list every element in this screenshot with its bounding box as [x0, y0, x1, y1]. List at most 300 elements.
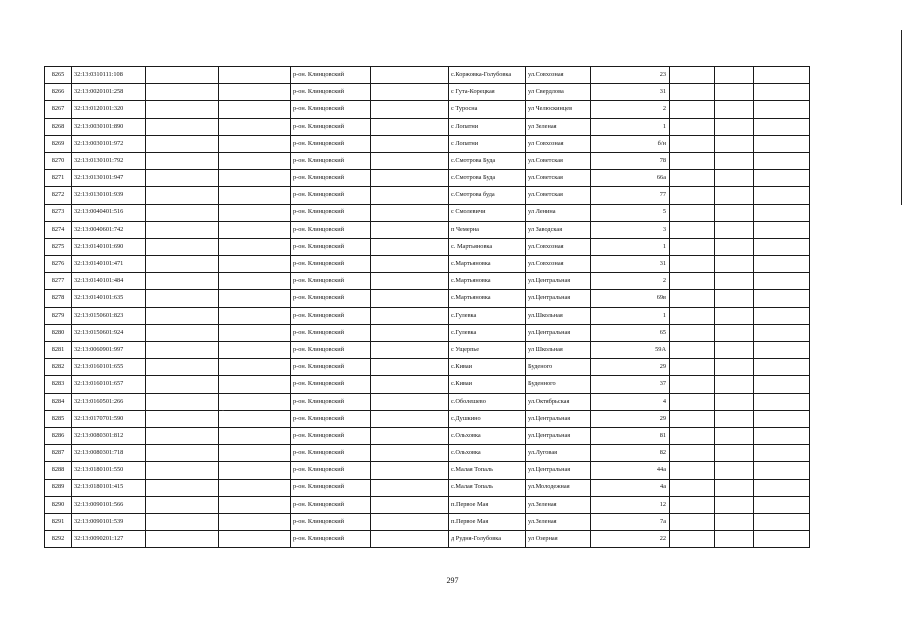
cell-empty: [146, 531, 219, 548]
cell-empty: [146, 513, 219, 530]
cell-street: ул.Октябрьская: [526, 393, 591, 410]
cell-empty: [146, 101, 219, 118]
cell-empty: [670, 479, 715, 496]
cell-empty: [371, 496, 449, 513]
cell-empty: [754, 221, 810, 238]
cell-empty: [715, 118, 754, 135]
cell-street: ул.Зеленая: [526, 513, 591, 530]
cell-row-number: 8284: [45, 393, 72, 410]
cell-empty: [146, 204, 219, 221]
cell-empty: [715, 324, 754, 341]
cell-street: ул.Центральная: [526, 410, 591, 427]
cell-cadastral-number: 32:13:0030101:972: [72, 135, 146, 152]
cell-empty: [371, 101, 449, 118]
cell-empty: [219, 479, 291, 496]
cell-empty: [146, 496, 219, 513]
cell-district: р-он. Клинцовский: [291, 204, 371, 221]
cell-empty: [715, 170, 754, 187]
cell-empty: [715, 462, 754, 479]
cell-cadastral-number: 32:13:0180101:550: [72, 462, 146, 479]
cell-empty: [754, 152, 810, 169]
cell-house-number: 4а: [591, 479, 670, 496]
cell-empty: [219, 204, 291, 221]
cell-empty: [670, 359, 715, 376]
cell-house-number: 1: [591, 238, 670, 255]
cell-empty: [219, 67, 291, 84]
cell-empty: [219, 118, 291, 135]
cell-cadastral-number: 32:13:0170701:590: [72, 410, 146, 427]
cell-settlement: с.Мартьяновка: [449, 273, 526, 290]
cell-empty: [146, 479, 219, 496]
cell-empty: [754, 307, 810, 324]
cell-empty: [371, 376, 449, 393]
cell-district: р-он. Клинцовский: [291, 152, 371, 169]
registry-table: [44, 66, 810, 548]
cell-street: ул.Луговая: [526, 445, 591, 462]
cell-settlement: с.Смотрова буда: [449, 187, 526, 204]
cell-empty: [219, 273, 291, 290]
cell-district: р-он. Клинцовский: [291, 187, 371, 204]
cell-district: р-он. Клинцовский: [291, 359, 371, 376]
scan-speck: [222, 410, 224, 411]
cell-settlement: п Чемерна: [449, 221, 526, 238]
cell-empty: [754, 67, 810, 84]
cell-district: р-он. Клинцовский: [291, 342, 371, 359]
cell-house-number: 23: [591, 67, 670, 84]
cell-settlement: с.Малая Топаль: [449, 479, 526, 496]
cell-row-number: 8282: [45, 359, 72, 376]
cell-empty: [670, 135, 715, 152]
table-row: [45, 445, 810, 462]
cell-row-number: 8290: [45, 496, 72, 513]
cell-empty: [670, 445, 715, 462]
cell-empty: [219, 324, 291, 341]
cell-district: р-он. Клинцовский: [291, 324, 371, 341]
cell-cadastral-number: 32:13:0140101:635: [72, 290, 146, 307]
cell-empty: [219, 513, 291, 530]
cell-empty: [715, 307, 754, 324]
cell-empty: [219, 256, 291, 273]
cell-empty: [371, 531, 449, 548]
cell-row-number: 8287: [45, 445, 72, 462]
cell-empty: [219, 221, 291, 238]
cell-settlement: с.Ольховка: [449, 445, 526, 462]
cell-district: р-он. Клинцовский: [291, 84, 371, 101]
cell-empty: [670, 427, 715, 444]
table-row: [45, 307, 810, 324]
cell-empty: [754, 359, 810, 376]
table-row: [45, 67, 810, 84]
table-row: [45, 238, 810, 255]
cell-cadastral-number: 32:13:0160101:655: [72, 359, 146, 376]
cell-empty: [146, 170, 219, 187]
cell-street: ул.Совхозная: [526, 67, 591, 84]
cell-cadastral-number: 32:13:0150601:823: [72, 307, 146, 324]
cell-district: р-он. Клинцовский: [291, 221, 371, 238]
cell-empty: [670, 393, 715, 410]
table-row: [45, 256, 810, 273]
cell-empty: [670, 531, 715, 548]
cell-empty: [754, 204, 810, 221]
cell-empty: [670, 238, 715, 255]
table-row: [45, 187, 810, 204]
cell-district: р-он. Клинцовский: [291, 290, 371, 307]
table-row: [45, 290, 810, 307]
cell-empty: [715, 496, 754, 513]
table-row: [45, 359, 810, 376]
cell-house-number: 77: [591, 187, 670, 204]
cell-empty: [670, 324, 715, 341]
cell-cadastral-number: 32:13:0080301:718: [72, 445, 146, 462]
cell-cadastral-number: 32:13:0040601:742: [72, 221, 146, 238]
cell-street: ул Ленина: [526, 204, 591, 221]
cell-district: р-он. Клинцовский: [291, 170, 371, 187]
cell-empty: [670, 376, 715, 393]
cell-empty: [371, 135, 449, 152]
cell-empty: [146, 324, 219, 341]
cell-empty: [754, 479, 810, 496]
cell-row-number: 8288: [45, 462, 72, 479]
cell-row-number: 8273: [45, 204, 72, 221]
cell-empty: [670, 101, 715, 118]
cell-house-number: 2: [591, 273, 670, 290]
cell-district: р-он. Клинцовский: [291, 462, 371, 479]
cell-settlement: с. Мартьяновка: [449, 238, 526, 255]
cell-empty: [371, 273, 449, 290]
cell-empty: [754, 238, 810, 255]
cell-empty: [754, 101, 810, 118]
cell-street: ул.Советская: [526, 187, 591, 204]
cell-empty: [670, 410, 715, 427]
cell-cadastral-number: 32:13:0160501:266: [72, 393, 146, 410]
cell-district: р-он. Клинцовский: [291, 307, 371, 324]
cell-empty: [371, 462, 449, 479]
table-row: [45, 393, 810, 410]
cell-house-number: 44а: [591, 462, 670, 479]
cell-district: р-он. Клинцовский: [291, 67, 371, 84]
cell-settlement: с.Мартьяновка: [449, 290, 526, 307]
cell-empty: [670, 67, 715, 84]
cell-street: Буденого: [526, 359, 591, 376]
cell-empty: [146, 238, 219, 255]
table-row: [45, 531, 810, 548]
cell-empty: [146, 307, 219, 324]
cell-street: ул Совхозная: [526, 135, 591, 152]
cell-house-number: 3: [591, 221, 670, 238]
cell-empty: [219, 496, 291, 513]
cell-empty: [371, 410, 449, 427]
cell-district: р-он. Клинцовский: [291, 496, 371, 513]
cell-empty: [715, 479, 754, 496]
cell-empty: [146, 410, 219, 427]
cell-empty: [754, 170, 810, 187]
cell-empty: [371, 427, 449, 444]
cell-empty: [371, 324, 449, 341]
cell-empty: [754, 187, 810, 204]
cell-empty: [219, 359, 291, 376]
cell-empty: [754, 462, 810, 479]
cell-house-number: 65: [591, 324, 670, 341]
table-row: [45, 324, 810, 341]
cell-empty: [715, 273, 754, 290]
cell-empty: [670, 170, 715, 187]
cell-cadastral-number: 32:13:0140101:484: [72, 273, 146, 290]
cell-empty: [754, 410, 810, 427]
cell-empty: [146, 427, 219, 444]
cell-empty: [371, 479, 449, 496]
cell-district: р-он. Клинцовский: [291, 513, 371, 530]
cell-empty: [371, 342, 449, 359]
cell-empty: [219, 462, 291, 479]
cell-house-number: 81: [591, 427, 670, 444]
cell-row-number: 8281: [45, 342, 72, 359]
table-row: [45, 152, 810, 169]
cell-cadastral-number: 32:13:0160101:657: [72, 376, 146, 393]
cell-empty: [371, 307, 449, 324]
cell-house-number: 78: [591, 152, 670, 169]
cell-house-number: 5: [591, 204, 670, 221]
cell-row-number: 8275: [45, 238, 72, 255]
cell-empty: [219, 238, 291, 255]
cell-empty: [670, 462, 715, 479]
cell-row-number: 8268: [45, 118, 72, 135]
cell-row-number: 8265: [45, 67, 72, 84]
cell-empty: [754, 427, 810, 444]
cell-house-number: 2: [591, 101, 670, 118]
cell-empty: [715, 256, 754, 273]
cell-empty: [670, 513, 715, 530]
cell-settlement: с.Киваи: [449, 359, 526, 376]
cell-street: ул.Советская: [526, 152, 591, 169]
cell-empty: [715, 359, 754, 376]
cell-settlement: с.Коржовка-Голубовка: [449, 67, 526, 84]
table-row: [45, 342, 810, 359]
cell-empty: [754, 273, 810, 290]
cell-empty: [146, 273, 219, 290]
cell-empty: [670, 118, 715, 135]
table-row: [45, 462, 810, 479]
table-row: [45, 204, 810, 221]
table-body: [45, 67, 810, 548]
cell-empty: [754, 342, 810, 359]
cell-row-number: 8278: [45, 290, 72, 307]
cell-settlement: с Гута-Корецкая: [449, 84, 526, 101]
cell-house-number: 82: [591, 445, 670, 462]
cell-empty: [219, 152, 291, 169]
table-row: [45, 513, 810, 530]
cell-street: ул.Центральная: [526, 427, 591, 444]
cell-empty: [670, 221, 715, 238]
cell-district: р-он. Клинцовский: [291, 238, 371, 255]
cell-settlement: д Рудня-Голубовка: [449, 531, 526, 548]
cell-cadastral-number: 32:13:0020101:258: [72, 84, 146, 101]
cell-settlement: с Туросна: [449, 101, 526, 118]
cell-cadastral-number: 32:13:0080301:812: [72, 427, 146, 444]
cell-empty: [670, 84, 715, 101]
cell-empty: [754, 393, 810, 410]
cell-empty: [754, 513, 810, 530]
table-row: [45, 376, 810, 393]
cell-street: ул.Совхозная: [526, 256, 591, 273]
cell-house-number: 1: [591, 118, 670, 135]
cell-settlement: с Лопатни: [449, 118, 526, 135]
cell-empty: [715, 67, 754, 84]
cell-settlement: с.Киваи: [449, 376, 526, 393]
cell-empty: [715, 290, 754, 307]
cell-house-number: б/н: [591, 135, 670, 152]
cell-district: р-он. Клинцовский: [291, 376, 371, 393]
cell-cadastral-number: 32:13:0130101:792: [72, 152, 146, 169]
table-row: [45, 118, 810, 135]
cell-empty: [219, 135, 291, 152]
cell-empty: [715, 221, 754, 238]
cell-row-number: 8280: [45, 324, 72, 341]
cell-empty: [146, 393, 219, 410]
cell-row-number: 8276: [45, 256, 72, 273]
cell-cadastral-number: 32:13:0060901:997: [72, 342, 146, 359]
cell-street: Буденного: [526, 376, 591, 393]
cell-house-number: 7а: [591, 513, 670, 530]
cell-cadastral-number: 32:13:0130101:947: [72, 170, 146, 187]
cell-street: ул Школьная: [526, 342, 591, 359]
cell-empty: [146, 221, 219, 238]
cell-empty: [670, 256, 715, 273]
cell-street: ул.Центральная: [526, 273, 591, 290]
cell-street: ул.Молодежная: [526, 479, 591, 496]
cell-settlement: с.Мартьяновка: [449, 256, 526, 273]
cell-empty: [754, 531, 810, 548]
cell-empty: [371, 152, 449, 169]
cell-empty: [371, 513, 449, 530]
cell-empty: [371, 67, 449, 84]
cell-house-number: 12: [591, 496, 670, 513]
table-row: [45, 273, 810, 290]
cell-row-number: 8292: [45, 531, 72, 548]
cell-settlement: с.Смотрова Буда: [449, 170, 526, 187]
cell-empty: [219, 427, 291, 444]
cell-district: р-он. Клинцовский: [291, 135, 371, 152]
cell-row-number: 8283: [45, 376, 72, 393]
cell-empty: [219, 410, 291, 427]
cell-district: р-он. Клинцовский: [291, 101, 371, 118]
cell-empty: [219, 393, 291, 410]
cell-empty: [219, 187, 291, 204]
cell-row-number: 8279: [45, 307, 72, 324]
cell-empty: [670, 273, 715, 290]
cell-empty: [219, 376, 291, 393]
cell-empty: [371, 84, 449, 101]
cell-settlement: п.Первое Мая: [449, 513, 526, 530]
cell-empty: [670, 307, 715, 324]
cell-empty: [219, 170, 291, 187]
cell-empty: [371, 238, 449, 255]
cell-empty: [219, 84, 291, 101]
cell-empty: [754, 290, 810, 307]
cell-empty: [715, 342, 754, 359]
cell-empty: [715, 393, 754, 410]
cell-empty: [670, 152, 715, 169]
cell-house-number: 31: [591, 256, 670, 273]
cell-empty: [371, 256, 449, 273]
cell-district: р-он. Клинцовский: [291, 479, 371, 496]
cell-cadastral-number: 32:13:0180101:415: [72, 479, 146, 496]
cell-row-number: 8272: [45, 187, 72, 204]
cell-street: ул.Центральная: [526, 324, 591, 341]
table-row: [45, 135, 810, 152]
cell-empty: [371, 187, 449, 204]
cell-empty: [371, 204, 449, 221]
cell-district: р-он. Клинцовский: [291, 410, 371, 427]
cell-row-number: 8270: [45, 152, 72, 169]
cell-empty: [371, 445, 449, 462]
cell-empty: [146, 135, 219, 152]
cell-empty: [371, 359, 449, 376]
cell-cadastral-number: 32:13:0090101:539: [72, 513, 146, 530]
cell-cadastral-number: 32:13:0040401:516: [72, 204, 146, 221]
cell-settlement: с Смолевичи: [449, 204, 526, 221]
cell-street: ул Заводская: [526, 221, 591, 238]
cell-street: ул Свердлова: [526, 84, 591, 101]
cell-empty: [715, 101, 754, 118]
cell-row-number: 8274: [45, 221, 72, 238]
cell-cadastral-number: 32:13:0090201:127: [72, 531, 146, 548]
scan-edge-line: [901, 30, 902, 205]
cell-district: р-он. Клинцовский: [291, 427, 371, 444]
cell-street: ул.Центральная: [526, 462, 591, 479]
cell-empty: [715, 410, 754, 427]
cell-empty: [715, 187, 754, 204]
cell-house-number: 31: [591, 84, 670, 101]
cell-empty: [371, 170, 449, 187]
table-row: [45, 101, 810, 118]
cell-empty: [219, 445, 291, 462]
cell-empty: [715, 376, 754, 393]
cell-empty: [146, 84, 219, 101]
cell-cadastral-number: 32:13:0120101:320: [72, 101, 146, 118]
cell-empty: [146, 118, 219, 135]
cell-empty: [715, 427, 754, 444]
cell-empty: [715, 238, 754, 255]
cell-street: ул Челюскинцев: [526, 101, 591, 118]
cell-empty: [670, 342, 715, 359]
cell-district: р-он. Клинцовский: [291, 531, 371, 548]
cell-empty: [146, 256, 219, 273]
cell-cadastral-number: 32:13:0150601:924: [72, 324, 146, 341]
cell-empty: [146, 445, 219, 462]
cell-empty: [219, 342, 291, 359]
cell-empty: [146, 152, 219, 169]
cell-empty: [146, 67, 219, 84]
cell-settlement: с.Гулевка: [449, 307, 526, 324]
cell-empty: [670, 187, 715, 204]
cell-empty: [715, 445, 754, 462]
table-row: [45, 427, 810, 444]
cell-street: ул.Школьная: [526, 307, 591, 324]
cell-empty: [146, 187, 219, 204]
cell-house-number: 1: [591, 307, 670, 324]
table-row: [45, 221, 810, 238]
cell-settlement: п.Первое Мая: [449, 496, 526, 513]
cell-house-number: 66а: [591, 170, 670, 187]
cell-empty: [754, 84, 810, 101]
cell-empty: [146, 376, 219, 393]
cell-empty: [670, 496, 715, 513]
cell-district: р-он. Клинцовский: [291, 393, 371, 410]
cell-district: р-он. Клинцовский: [291, 118, 371, 135]
cell-empty: [146, 342, 219, 359]
cell-street: ул.Зеленая: [526, 496, 591, 513]
cell-cadastral-number: 32:13:0140101:471: [72, 256, 146, 273]
